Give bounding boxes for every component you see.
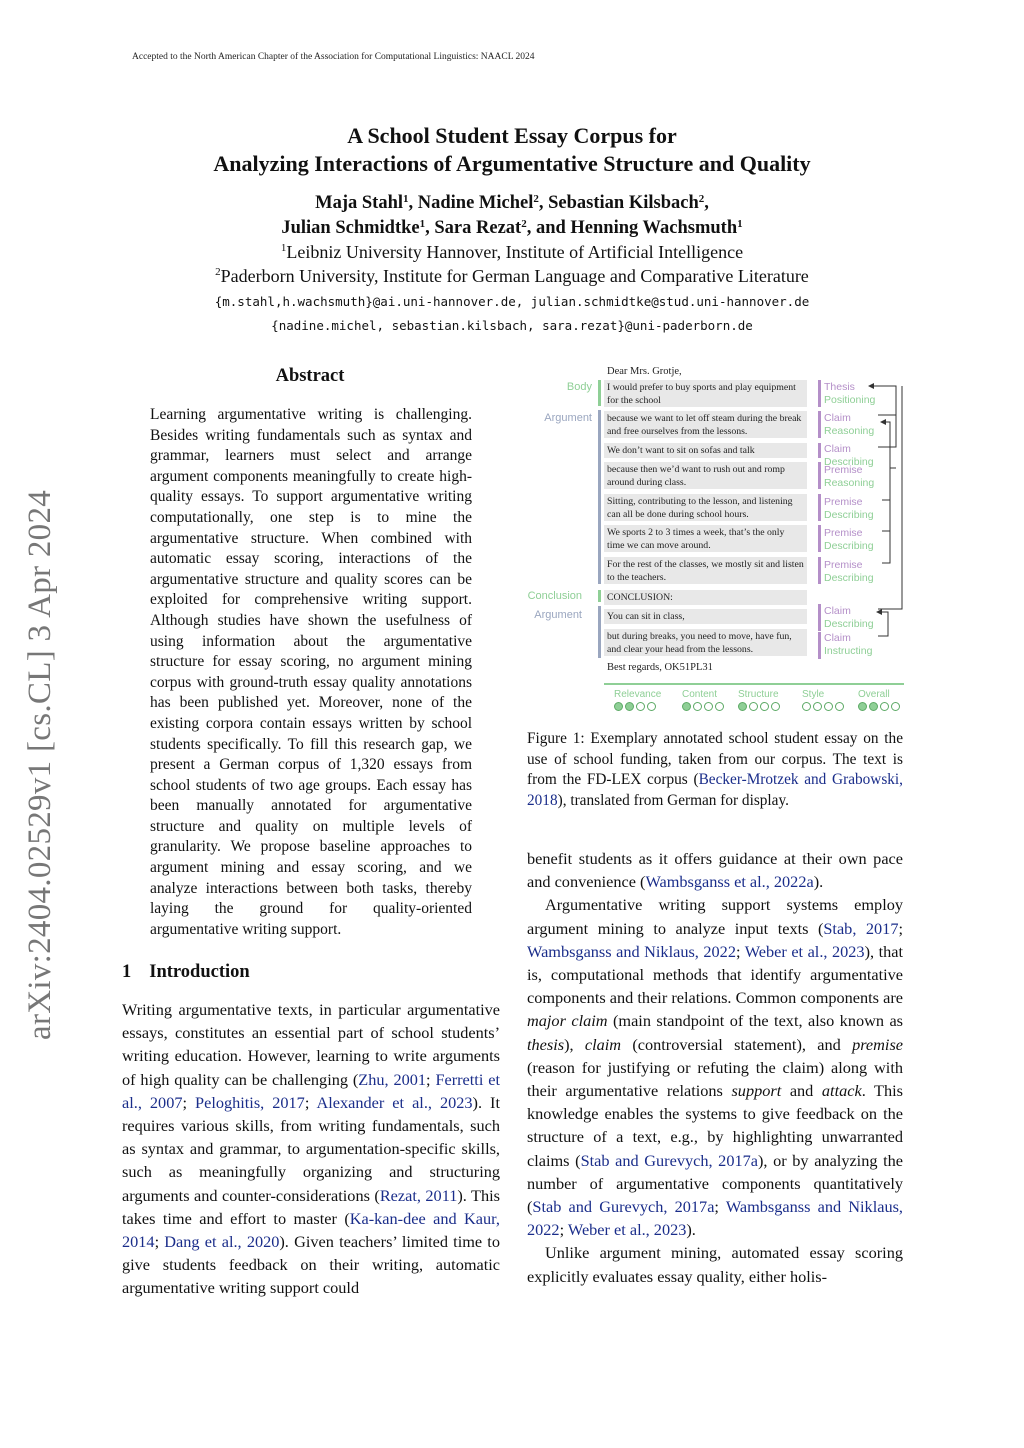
essay-segment: For the rest of the classes, we mostly sit and listen to the teachers. <box>604 557 807 584</box>
score-dot-filled <box>625 702 634 711</box>
citation-link[interactable]: Wambsganss and Niklaus, 2022 <box>527 1197 903 1240</box>
arrowhead <box>880 419 886 425</box>
author-line1: Maja Stahl$^1$, Nadine Michel$^2$, Sebastian Kilsbach$^2$, <box>315 193 709 213</box>
essay-segment: CONCLUSION: <box>604 590 807 605</box>
paper-title-line1: A School Student Essay Corpus for <box>347 123 677 148</box>
arxiv-stamp: arXiv:2404.02529v1 [cs.CL] 3 Apr 2024 <box>22 489 58 1040</box>
affiliation-1: $^1$Leibniz University Hannover, Institute of Artificial Intelligence <box>280 242 744 262</box>
citation-link[interactable]: Alexander et al., 2023 <box>316 1092 473 1112</box>
component-label: Premise Reasoning <box>824 464 875 489</box>
component-label: Premise Describing <box>824 527 874 552</box>
score-dot-empty <box>760 702 769 711</box>
citation-link[interactable]: Wambsganss and Niklaus, 2022 <box>527 941 736 961</box>
essay-segment: We don’t want to sit on sofas and talk <box>604 443 807 458</box>
essay-greeting: Dear Mrs. Grotje, <box>607 366 682 377</box>
label-body: Body <box>566 381 592 393</box>
metric-structure-label: Structure <box>738 689 779 700</box>
metric-relevance-score <box>614 702 656 711</box>
score-dot-empty <box>835 702 844 711</box>
score-dot-filled <box>614 702 623 711</box>
metric-style-score <box>802 702 844 711</box>
introduction-text: Writing argumentative texts, in particular argumentative essays, constitutes an essential part of school students’ writing education. However, learning to write arguments of high quality can be challenging (Zhu, 2001; Ferretti et al., 2007; Peloghitis, 2017; Alexander et al., 2023). It requires various skills, from writing fundamentals, such as syntax and grammar, to argumentation-specific skills, such as meaningfully organizing and structuring arguments and counter-considerations (Rezat, 2011). This takes time and effort to master (Ka-kan-dee and Kaur, 2014; Dang et al., 2020). Given teachers’ limited time to give students feedback on their writing, automatic argumentative writing support could <box>122 1000 501 1298</box>
citation-link[interactable]: Weber et al., 2023 <box>744 941 865 961</box>
email-line2: {nadine.michel, sebastian.kilsbach, sara.rezat}@uni-paderborn.de <box>271 318 753 333</box>
score-dot-empty <box>715 702 724 711</box>
paragraph: benefit students as it offers guidance at their own pace and convenience (Wambsganss et al., 2022a). <box>527 849 903 892</box>
citation-link[interactable]: Stab and Gurevych, 2017a <box>532 1197 715 1217</box>
essay-segment: You can sit in class, <box>604 609 807 624</box>
essay-closing: Best regards, OK51PL31 <box>607 662 713 673</box>
citation-link[interactable]: Becker-Mrotzek and Grabowski, 2018 <box>527 771 904 809</box>
component-label: Claim Reasoning <box>824 412 875 437</box>
essay-segment: because we want to let off steam during the break and free ourselves from the lessons. <box>604 411 807 438</box>
citation-link[interactable]: Ka-kan-dee and Kaur, 2014 <box>122 1208 501 1252</box>
essay-segment: because then we’d want to rush out and romp around during class. <box>604 462 807 489</box>
score-dot-empty <box>636 702 645 711</box>
section-heading-introduction: 1 Introduction <box>122 962 250 982</box>
right-column-text <box>527 847 903 1288</box>
essay-segment: Sitting, contributing to the lesson, and listening can all be done during school hours. <box>604 494 807 521</box>
citation-link[interactable]: Weber et al., 2023 <box>567 1220 687 1240</box>
essay-segment: but during breaks, you need to move, have fun, and clear your head from the lessons. <box>604 629 807 656</box>
paper-title-line2: Analyzing Interactions of Argumentative Structure and Quality <box>213 151 811 176</box>
score-dot-empty <box>813 702 822 711</box>
score-dot-empty <box>802 702 811 711</box>
figure-1 <box>522 360 912 720</box>
email-line1: {m.stahl,h.wachsmuth}@ai.uni-hannover.de, julian.schmidtke@stud.uni-hannover.de <box>214 294 810 309</box>
score-dot-filled <box>738 702 747 711</box>
score-dot-empty <box>891 702 900 711</box>
metric-content-label: Content <box>682 689 718 700</box>
metric-overall-label: Overall <box>858 689 890 700</box>
component-label: Claim Describing <box>824 443 874 468</box>
citation-link[interactable]: Zhu, 2001 <box>358 1069 427 1089</box>
citation-link[interactable]: Dang et al., 2020 <box>164 1232 280 1252</box>
score-dot-filled <box>858 702 867 711</box>
label-argument: Argument <box>534 609 582 621</box>
score-dot-empty <box>880 702 889 711</box>
citation-link[interactable]: Stab and Gurevych, 2017a <box>580 1150 758 1170</box>
component-label: Claim Describing <box>824 605 874 630</box>
citation-link[interactable]: Stab, 2017 <box>823 918 899 938</box>
label-conclusion: Conclusion <box>527 590 582 602</box>
citation-link[interactable]: Peloghitis, 2017 <box>195 1092 305 1112</box>
citation-link[interactable]: Ferretti et al., 2007 <box>122 1069 500 1112</box>
metric-relevance-label: Relevance <box>614 689 662 700</box>
arrow-claim-to-thesis <box>872 386 896 415</box>
score-dot-empty <box>771 702 780 711</box>
citation-link[interactable]: Wambsganss et al., 2022a <box>645 872 814 892</box>
abstract-text: Learning argumentative writing is challenging. Besides writing fundamentals such as syntax and grammar, learners must select and arrange argument components meaningfully to create high-quality essays. To support argumentative writing computationally, one step is to mine the argumentative structure. When combined with automatic essay scoring, interactions of the argumentative structure and quality scores can be exploited for comprehensive writing support. Although studies have shown the usefulness of using information about the argumentative structure for essay scoring, no argument mining corpus with ground-truth essay quality annotations has been published yet. Moreover, none of the existing corpora contain essays written by school students specifically. To fill this research gap, we present a German corpus of 1,320 essays from school students of two age groups. Each essay has been manually annotated for argumentative structure and quality on multiple levels of granularity. We propose baseline approaches to argument mining and essay scoring, and we analyze interactions between both tasks, thereby laying the ground for quality-oriented argumentative writing support. <box>150 406 472 938</box>
essay-segment: We sports 2 to 3 times a week, that’s the only time we can move around. <box>604 525 807 552</box>
label-argument: Argument <box>544 412 592 424</box>
arrow-claim-to-thesis <box>878 386 896 447</box>
paragraph: Argumentative writing support systems employ argument mining to analyze input texts (Stab, 2017; Wambsganss and Niklaus, 2022; Weber et al., 2023), that is, computational methods that identify argumentative components and their relations. Common components are major claim (main standpoint of the text, also known as thesis), claim (controversial statement), and premise (reason for justifying or refuting the claim) along with their argumentative relations support and attack. This knowledge enables the systems to give feedback on the structure of a text, e.g., by highlighting unwarranted claims (Stab and Gurevych, 2017a), or by analyzing the number of argumentative components quantitatively (Stab and Gurevych, 2017a; Wambsganss and Niklaus, 2022; Weber et al., 2023). <box>527 895 904 1240</box>
quality-separator <box>604 683 904 685</box>
affiliation-2: $^2$Paderborn University, Institute for German Language and Comparative Literature <box>215 266 809 286</box>
essay-segment: I would prefer to buy sports and play equipment for the school <box>604 380 807 407</box>
metric-overall-score <box>858 702 900 711</box>
component-label: Premise Describing <box>824 496 874 521</box>
metric-content-score <box>682 702 724 711</box>
metric-structure-score <box>738 702 780 711</box>
figure-caption: Figure 1: Exemplary annotated school student essay on the use of school funding, taken from our corpus. The text is from the FD-LEX corpus (Becker-Mrotzek and Grabowski, 2018), translated from German for display. <box>527 730 904 809</box>
arrowhead <box>876 609 882 615</box>
author-line2: Julian Schmidtke$^1$, Sara Rezat$^2$, and Henning Wachsmuth$^1$ <box>281 218 743 238</box>
score-dot-empty <box>704 702 713 711</box>
score-dot-empty <box>824 702 833 711</box>
arrow-premise-support <box>882 422 890 500</box>
header-note: Accepted to the North American Chapter of the Association for Computational Linguistics: NAACL 2024 <box>132 52 535 62</box>
score-dot-filled <box>682 702 691 711</box>
score-dot-empty <box>749 702 758 711</box>
score-dot-filled <box>869 702 878 711</box>
arrowhead <box>868 383 874 389</box>
arrow-claim-support <box>878 612 888 636</box>
component-label: Thesis Positioning <box>824 381 876 406</box>
abstract-heading: Abstract <box>275 366 345 386</box>
citation-link[interactable]: Rezat, 2011 <box>379 1185 458 1205</box>
score-dot-empty <box>693 702 702 711</box>
score-dot-empty <box>647 702 656 711</box>
metric-style-label: Style <box>802 689 825 700</box>
relation-arrows <box>522 360 912 680</box>
component-label: Premise Describing <box>824 559 874 584</box>
paragraph: Unlike argument mining, automated essay scoring explicitly evaluates essay quality, either holis- <box>527 1243 903 1286</box>
component-label: Claim Instructing <box>824 632 873 657</box>
